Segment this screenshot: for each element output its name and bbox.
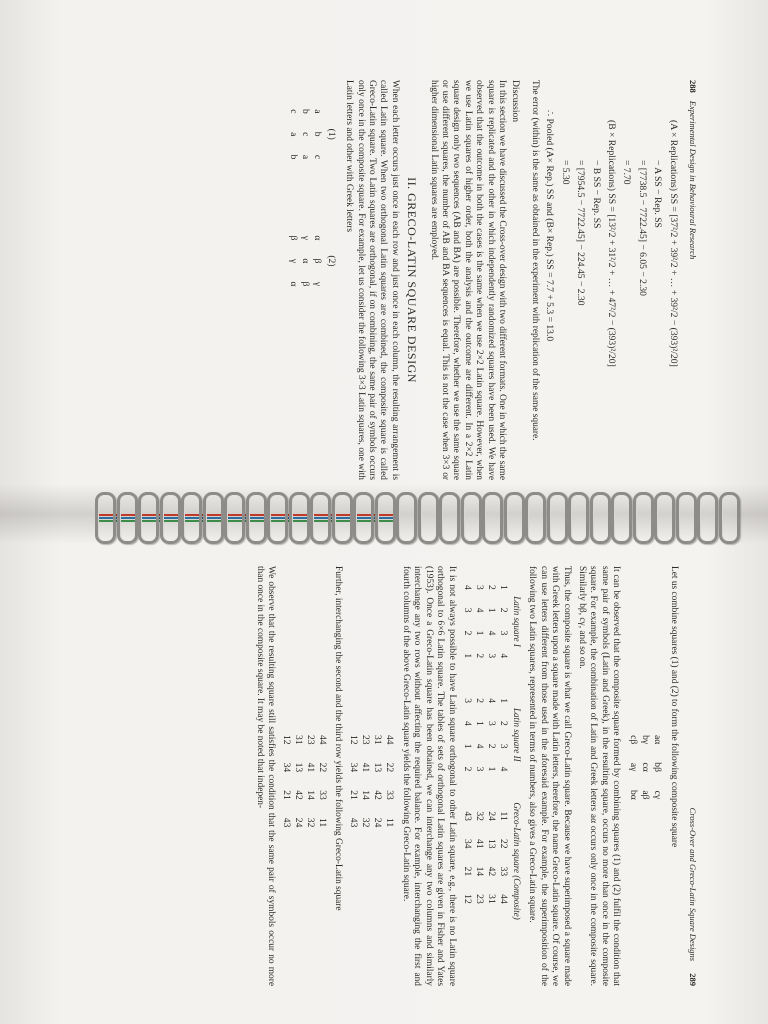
cell: c: [288, 109, 300, 114]
spiral-coil: [482, 492, 503, 544]
spiral-coil: [310, 492, 331, 544]
cell: 2: [497, 720, 509, 726]
table-row: [485, 802, 497, 912]
cell: 34: [348, 762, 360, 773]
cell: 44: [497, 894, 509, 904]
table-row: [316, 726, 328, 836]
cell: bγ: [640, 735, 652, 745]
cell: 11: [384, 817, 396, 828]
cell: γ: [288, 258, 300, 264]
cell: 24: [293, 817, 305, 828]
spiral-coil: [138, 492, 159, 544]
spiral-coil: [676, 492, 697, 544]
cell: 43: [461, 811, 473, 821]
square-2: [287, 226, 336, 295]
page-288: [98, 80, 698, 480]
pooled-equation: ∴ Pooled (A× Rep.) SS and (B× Rep.) SS = 7.7 + 5.3 = 13.0: [544, 110, 556, 342]
cell: a: [312, 109, 324, 114]
cell: 2: [485, 743, 497, 749]
cell: b: [288, 154, 300, 160]
spiral-coil: [353, 492, 374, 544]
running-head-title: Experimental Design in Behavioural Research: [688, 100, 698, 260]
spiral-coil: [590, 492, 611, 544]
spiral-coil: [654, 492, 675, 544]
cell: 31: [372, 735, 384, 745]
cell: c: [312, 154, 324, 160]
cell: 34: [461, 838, 473, 849]
cell: 21: [281, 790, 293, 800]
paragraph: Thus, the composite square is what we call Greco-Latin square. Because we have superimposed a square made with Greek letters upon a square made with Latin letters, therefore, the name Greco-Latin square. Of course, we can use letters different from those used in the aforesaid example. For example, the superimposition of the following two Latin squares, represented in terms of numbers, also gives a Greco-Latin square.: [527, 566, 572, 986]
greco-latin-table: [280, 726, 328, 836]
cell: β: [312, 258, 324, 264]
paragraph: We observe that the resulting square still satisfies the condition that the same pair of symbols occur no more than once in the composite square. It may be noted that indepen-: [254, 566, 277, 986]
running-head-288: [687, 80, 698, 480]
cell: 13: [372, 762, 384, 773]
paragraph: It is not always possible to have Latin square orthogonal to other Latin square, e.g., there is no Latin square orthogonal to 6×6 Latin square. The tables of sets of orthogonal Latin squares are given in Fisher and Yates (1953). Once a Greco-Latin square has been obtained, we can interchange any two columns and similarly interchange any two rows without affecting the required balance. For example, interchanging the first and fourth columns of the above Greco-Latin square yields the following Greco-Latin square.: [400, 566, 457, 986]
cell: 2: [485, 585, 497, 590]
cell: 3: [473, 766, 485, 772]
cell: 3: [461, 698, 473, 703]
spiral-coil: [568, 492, 589, 544]
cell: 1: [485, 607, 497, 613]
cell: 4: [461, 720, 473, 726]
cell: 12: [348, 735, 360, 745]
table-row: [348, 726, 360, 836]
cell: 1: [485, 766, 497, 772]
cell: 33: [497, 866, 509, 877]
cell: 14: [360, 790, 372, 800]
square-caption: Latin square II: [511, 707, 522, 762]
cell: bα: [628, 789, 640, 800]
cell: 34: [281, 762, 293, 773]
cell: 23: [305, 735, 317, 745]
cell: cα: [640, 762, 652, 772]
spiral-coil: [181, 492, 202, 544]
paragraph: In this section we have discussed the Cross-over design with two different formats. One in which the same square is replicated and the other in which independently randomized squares have been used. We have observed that the outcome in both the cases is the same when we use 2×2 Latin square. However, when we use Latin squares of higher order, both the analysis and the outcome are different. In a 2×2 Latin square design only two sequences (AB and BA) are possible. Therefore, whether we use the same square or use different squares, the number of AB and BA sequences is equal. This is not the case when 3×3 or higher dimensional Latin squares are employed.: [428, 80, 508, 480]
cell: 41: [473, 838, 485, 849]
cell: 22: [384, 762, 396, 773]
cell: 2: [473, 698, 485, 703]
cell: γ: [312, 281, 324, 287]
page-number-289: 289: [688, 973, 698, 986]
cell: β: [288, 235, 300, 241]
cell: cβ: [628, 735, 640, 745]
cell: 4: [461, 585, 473, 590]
cell: 32: [360, 817, 372, 828]
cell: b: [300, 109, 312, 114]
cell: 4: [497, 653, 509, 659]
page-number-288: 288: [688, 80, 698, 93]
latin-square-2: [461, 689, 522, 780]
table-row: [280, 726, 292, 836]
running-head-title: Cross-Over and Greco-Latin Square Designs: [688, 807, 698, 962]
table-row: [461, 576, 473, 667]
cell: 21: [461, 866, 473, 877]
equation: = [7738.5 − 7722.45] − 6.05 − 2.30: [636, 160, 648, 296]
spiral-coil: [461, 492, 482, 544]
table-row: [304, 726, 316, 836]
spiral-coil: [375, 492, 396, 544]
cell: 3: [461, 607, 473, 613]
table-row: [360, 726, 372, 836]
equation: = 5.30: [559, 160, 571, 185]
table-row: [372, 726, 384, 836]
spiral-coil: [697, 492, 718, 544]
table-row: [485, 576, 497, 667]
spiral-coil: [267, 492, 288, 544]
table-row: [485, 689, 497, 780]
spiral-coil: [160, 492, 181, 544]
cell: b: [312, 131, 324, 137]
cell: 2: [497, 607, 509, 613]
cell: 4: [473, 743, 485, 749]
paragraph: Further, interchanging the second and the third row yields the following Greco-Latin square: [333, 566, 344, 911]
discussion-heading: Discussion: [509, 80, 521, 123]
latin-square-1: [461, 576, 522, 667]
cell: 4: [485, 630, 497, 636]
spiral-coil: [224, 492, 245, 544]
cell: 3: [485, 653, 497, 659]
spiral-binding: [95, 492, 735, 540]
table-row: [292, 726, 304, 836]
cell: 1: [497, 698, 509, 703]
cell: α: [300, 258, 312, 264]
latin-letter-square: [287, 100, 323, 168]
cell: 23: [360, 735, 372, 745]
spiral-coil: [95, 492, 116, 544]
cell: 12: [461, 894, 473, 904]
equation: = 7.70: [621, 160, 633, 185]
spiral-coil: [633, 492, 654, 544]
cell: 22: [317, 762, 329, 773]
spiral-coil: [611, 492, 632, 544]
cell: 2: [473, 653, 485, 659]
cell: 42: [372, 790, 384, 800]
equation: = [7954.5 − 7722.45] − 224.45 − 2.30: [575, 160, 587, 306]
spiral-coil: [525, 492, 546, 544]
cell: 24: [372, 817, 384, 828]
paragraph: Let us combine squares (1) and (2) to form the following composite square: [668, 566, 679, 848]
spiral-coil: [719, 492, 740, 544]
cell: 23: [473, 894, 485, 904]
greek-letter-square: [287, 226, 323, 295]
greco-latin-table: [348, 726, 396, 836]
spiral-coil: [418, 492, 439, 544]
equation: (B × Replications) SS = [13²/2 + 31²/2 + … + 47²/2 − (393)²/20]: [605, 120, 617, 367]
cell: 3: [497, 630, 509, 636]
cell: 31: [293, 735, 305, 745]
paragraph: When each letter occurs just once in each row and just once in each column, the resulting arrangement is called Latin square. When two orthogonal Latin squares are combined, the composite square is called Greco-Latin square. Two Latin squares are orthogonal, if on combining, the same pair of symbols occurs only once in the composite square. For example, let us consider the following 3×3 Latin squares, one with Latin letters and other with Greek letters: [344, 80, 400, 480]
table-row: [497, 802, 509, 912]
composite-square: [627, 726, 663, 809]
cell: 1: [497, 585, 509, 590]
spiral-coil: [504, 492, 525, 544]
spiral-coil: [439, 492, 460, 544]
cell: 14: [305, 790, 317, 800]
cell: 4: [497, 766, 509, 772]
table-row: [384, 726, 396, 836]
cell: 3: [497, 743, 509, 749]
cell: 21: [348, 790, 360, 800]
spiral-coil: [289, 492, 310, 544]
section-title: II. GRECO-LATIN SQUARE DESIGN: [405, 177, 420, 383]
square-caption: Greco-Latin square (Composite): [511, 802, 522, 920]
cell: 44: [317, 735, 329, 745]
cell: 12: [281, 735, 293, 745]
table-row: [461, 689, 473, 780]
cell: α: [312, 235, 324, 241]
cell: a: [300, 154, 312, 160]
cell: a: [288, 132, 300, 137]
latin-square-table: [461, 689, 509, 780]
cell: 1: [473, 630, 485, 636]
cell: 13: [485, 838, 497, 849]
cell: aγ: [628, 762, 640, 772]
spiral-coil: [246, 492, 267, 544]
cell: 11: [497, 811, 509, 821]
table-row: [473, 802, 485, 912]
page-289: [98, 566, 698, 986]
square-caption: (2): [325, 255, 337, 267]
square-1: [287, 100, 336, 168]
cell: β: [300, 281, 312, 287]
cell: 2: [461, 630, 473, 636]
paragraph: The error (within) is the same as obtained in the experiment with replication of the same square.: [529, 80, 540, 441]
cell: bβ: [652, 762, 664, 772]
cell: aα: [652, 735, 664, 745]
greco-latin-square: [461, 802, 522, 919]
cell: 4: [485, 698, 497, 703]
cell: 4: [473, 607, 485, 613]
cell: 41: [305, 762, 317, 773]
cell: 1: [461, 743, 473, 749]
equation: (A × Replications) SS = [37²/2 + 39²/2 + … + 39²/2 − (393)²/20]: [667, 120, 679, 367]
cell: 32: [305, 817, 317, 828]
cell: 11: [317, 817, 329, 828]
table-row: [473, 576, 485, 667]
cell: aβ: [640, 790, 652, 800]
cell: 33: [317, 790, 329, 800]
cell: 31: [485, 894, 497, 904]
cell: 3: [485, 720, 497, 726]
example-squares: [287, 100, 336, 480]
cell: 2: [461, 766, 473, 772]
cell: 42: [485, 866, 497, 877]
cell: 1: [461, 653, 473, 659]
spiral-coil: [396, 492, 417, 544]
cell: 24: [485, 811, 497, 821]
equation: − A SS − Rep. SS: [652, 160, 664, 228]
spiral-coil: [203, 492, 224, 544]
cell: 14: [473, 866, 485, 877]
cell: 41: [360, 762, 372, 773]
cell: 33: [384, 790, 396, 800]
table-row: [497, 689, 509, 780]
cell: γ: [300, 235, 312, 241]
cell: 3: [473, 585, 485, 590]
table-row: [497, 576, 509, 667]
table-row: [473, 689, 485, 780]
spiral-coil: [117, 492, 138, 544]
latin-square-table: [461, 576, 509, 667]
cell: 42: [293, 790, 305, 800]
square-caption: Latin square I: [511, 596, 522, 647]
cell: 22: [497, 838, 509, 849]
cell: α: [288, 281, 300, 287]
equation: − B SS − Rep. SS: [590, 160, 602, 229]
numeric-squares: [461, 576, 522, 986]
square-caption: (1): [325, 128, 337, 140]
cell: 32: [473, 811, 485, 821]
paragraph: It can be observed that the composite square formed by combining squares (1) and (2) fulfil the condition that same pair of symbols (Latin and Greek), in the resulting square, occurs no more than once in the composite square. For example, the combination of Latin and Greek letters aα occurs only once in the composite square. Similarly bβ, cγ, and so on.: [576, 566, 622, 986]
cell: 44: [384, 735, 396, 745]
table-row: [461, 802, 473, 912]
cell: 13: [293, 762, 305, 773]
spiral-coil: [547, 492, 568, 544]
running-head-289: [687, 566, 698, 986]
spiral-coil: [332, 492, 353, 544]
cell: cγ: [652, 790, 664, 800]
cell: 1: [473, 720, 485, 726]
greco-latin-table: [461, 802, 509, 912]
cell: c: [300, 132, 312, 137]
cell: 43: [348, 817, 360, 828]
cell: 43: [281, 817, 293, 828]
